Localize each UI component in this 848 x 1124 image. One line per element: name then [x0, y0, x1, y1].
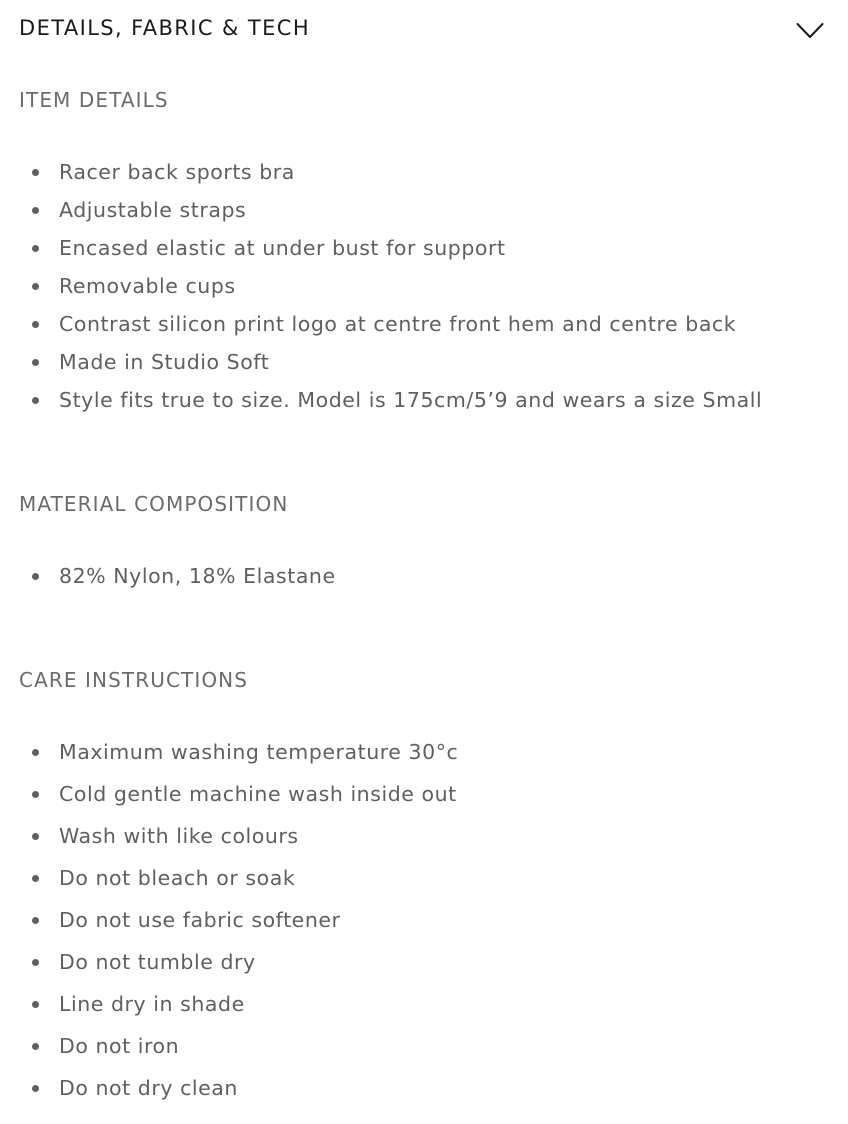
accordion-title: DETAILS, FABRIC & TECH: [19, 16, 311, 40]
list-item: Made in Studio Soft: [0, 343, 848, 381]
chevron-down-icon[interactable]: [796, 22, 824, 40]
list-item: Do not iron: [0, 1025, 848, 1067]
list-item: Wash with like colours: [0, 815, 848, 857]
item-details-list: [0, 153, 848, 419]
list-item: Adjustable straps: [0, 191, 848, 229]
list-item: Cold gentle machine wash inside out: [0, 773, 848, 815]
accordion-header-details-fabric-tech[interactable]: [0, 0, 848, 62]
care-instructions-heading: CARE INSTRUCTIONS: [19, 668, 249, 692]
list-item: Style fits true to size. Model is 175cm/5’9 and wears a size Small: [0, 381, 848, 419]
list-item: Racer back sports bra: [0, 153, 848, 191]
list-item: Do not tumble dry: [0, 941, 848, 983]
list-item: Do not bleach or soak: [0, 857, 848, 899]
material-composition-heading: MATERIAL COMPOSITION: [19, 492, 289, 516]
list-item: Do not use fabric softener: [0, 899, 848, 941]
care-instructions-list: [0, 731, 848, 1109]
list-item: Do not dry clean: [0, 1067, 848, 1109]
list-item: 82% Nylon, 18% Elastane: [0, 557, 848, 595]
list-item: Maximum washing temperature 30°c: [0, 731, 848, 773]
item-details-heading: ITEM DETAILS: [19, 88, 169, 112]
list-item: Encased elastic at under bust for support: [0, 229, 848, 267]
material-composition-list: [0, 557, 848, 595]
list-item: Line dry in shade: [0, 983, 848, 1025]
list-item: Removable cups: [0, 267, 848, 305]
list-item: Contrast silicon print logo at centre front hem and centre back: [0, 305, 848, 343]
